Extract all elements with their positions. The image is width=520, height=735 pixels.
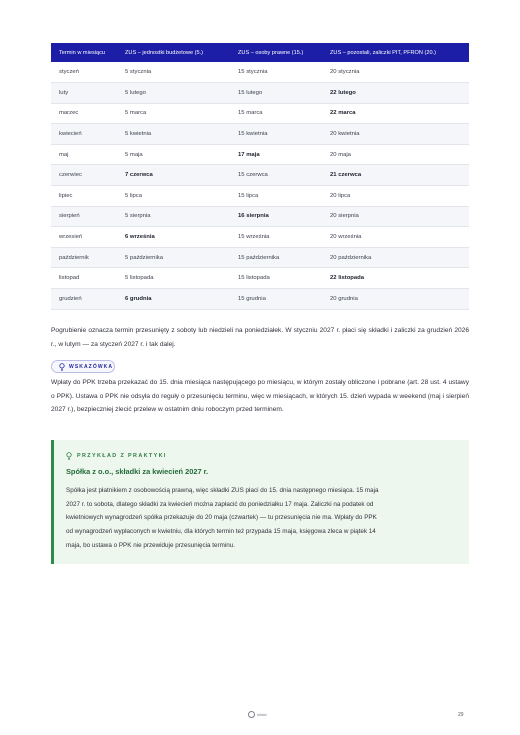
table-row [51, 144, 469, 165]
month-cell: marzec [51, 103, 117, 124]
pozostali-cell: 21 czerwca [322, 165, 469, 186]
prawne-cell: 15 lutego [230, 83, 322, 104]
prawne-cell: 15 stycznia [230, 62, 322, 83]
example-title: Spółka z o.o., składki za kwiecień 2027 r. [66, 467, 209, 476]
month-cell: lipiec [51, 186, 117, 207]
table-row [51, 124, 469, 145]
col-header-pozostali: ZUS – pozostali, zaliczki PIT, PFRON (20.) [322, 43, 469, 62]
budzet-cell: 6 września [117, 227, 230, 248]
month-cell: maj [51, 144, 117, 165]
pozostali-cell: 20 sierpnia [322, 206, 469, 227]
logo-mark-icon [248, 711, 255, 718]
page-number: 29 [458, 712, 464, 718]
example-line: 2027 r. to sobota, dlatego składki za kwiecień można zapłacić do poniedziałku 17 maja. Zaliczki na podatek od [66, 500, 374, 508]
example-header [66, 452, 167, 460]
prawne-cell: 15 listopada [230, 268, 322, 289]
month-cell: grudzień [51, 289, 117, 310]
col-header-month: Termin w miesiącu [51, 43, 117, 62]
budzet-cell: 5 marca [117, 103, 230, 124]
pozostali-cell: 22 listopada [322, 268, 469, 289]
table-row [51, 186, 469, 207]
table-row [51, 247, 469, 268]
pozostali-cell: 20 lipca [322, 186, 469, 207]
month-cell: wrzesień [51, 227, 117, 248]
month-cell: luty [51, 83, 117, 104]
budzet-cell: 7 czerwca [117, 165, 230, 186]
practice-example-box [51, 440, 469, 564]
lightbulb-icon [59, 363, 65, 371]
table-row [51, 268, 469, 289]
budzet-cell: 5 stycznia [117, 62, 230, 83]
month-cell: listopad [51, 268, 117, 289]
pozostali-cell: 20 września [322, 227, 469, 248]
month-cell: kwiecień [51, 124, 117, 145]
month-cell: październik [51, 247, 117, 268]
table-row [51, 165, 469, 186]
table-row [51, 289, 469, 310]
example-label: PRZYKŁAD Z PRAKTYKI [77, 453, 167, 459]
month-cell: czerwiec [51, 165, 117, 186]
budzet-cell: 5 listopada [117, 268, 230, 289]
prawne-cell: 15 października [230, 247, 322, 268]
pozostali-cell: 20 maja [322, 144, 469, 165]
footer-logo [248, 711, 267, 718]
month-cell: sierpień [51, 206, 117, 227]
table-header-row [51, 43, 469, 62]
budzet-cell: 5 października [117, 247, 230, 268]
logo-text: infakt [257, 712, 267, 717]
prawne-cell: 17 maja [230, 144, 322, 165]
budzet-cell: 5 lutego [117, 83, 230, 104]
prawne-cell: 15 marca [230, 103, 322, 124]
pozostali-cell: 22 marca [322, 103, 469, 124]
hint-badge [51, 360, 115, 373]
budzet-cell: 5 lipca [117, 186, 230, 207]
example-line: maja, bo ustawa o PPK nie przewiduje przesunięcia terminu. [66, 541, 236, 549]
table-note: Pogrubienie oznacza termin przesunięty z soboty lub niedzieli na poniedziałek. W styczniu 2027 r. płaci się składki i zaliczki za grudzień 2026 r., w lutym — za styczeń 2027 r. i tak dalej. [51, 327, 469, 348]
table-row [51, 103, 469, 124]
hint-text: Wpłaty do PPK trzeba przekazać do 15. dnia miesiąca następującego po miesiącu, w którym zostały obliczone i pobrane (art. 28 ust. 4 ustawy o PPK). Ustawa o PPK nie odsyła do reguły o przesunięciu terminu, więc w miesiącach, w których 15. dzień wypada w weekend (maj i sierpień 2027 r.), bezpieczniej zlecić przelew w ostatnim dniu roboczym przed terminem. [51, 379, 469, 413]
month-cell: styczeń [51, 62, 117, 83]
prawne-cell: 15 września [230, 227, 322, 248]
pozostali-cell: 20 października [322, 247, 469, 268]
pozostali-cell: 22 lutego [322, 83, 469, 104]
pozostali-cell: 20 grudnia [322, 289, 469, 310]
prawne-cell: 16 sierpnia [230, 206, 322, 227]
prawne-cell: 15 grudnia [230, 289, 322, 310]
table-row [51, 206, 469, 227]
col-header-budzet: ZUS – jednostki budżetowe (5.) [117, 43, 230, 62]
table-row [51, 227, 469, 248]
table-row [51, 62, 469, 83]
example-body [66, 484, 458, 553]
payment-deadlines-table [51, 43, 469, 310]
example-line: Spółka jest płatnikiem z osobowością prawną, więc składki ZUS płaci do 15. dnia następnego miesiąca. 15 maja [66, 487, 379, 494]
example-line: od wynagrodzeń wypłaconych w kwietniu, dla których termin też przypada 15 maja, księgowa zleca w piątek 14 [66, 528, 376, 536]
example-line: kwietniowych wynagrodzeń spółka przekazuje do 20 maja (czwartek) — tu przesunięcia nie ma. Wpłaty do PPK [66, 514, 377, 522]
budzet-cell: 5 maja [117, 144, 230, 165]
pozostali-cell: 20 stycznia [322, 62, 469, 83]
budzet-cell: 5 sierpnia [117, 206, 230, 227]
prawne-cell: 15 czerwca [230, 165, 322, 186]
budzet-cell: 5 kwietnia [117, 124, 230, 145]
lightbulb-icon [66, 452, 72, 460]
pozostali-cell: 20 kwietnia [322, 124, 469, 145]
budzet-cell: 6 grudnia [117, 289, 230, 310]
hint-label: WSKAZÓWKA [69, 363, 114, 370]
col-header-prawne: ZUS – osoby prawne (15.) [230, 43, 322, 62]
prawne-cell: 15 kwietnia [230, 124, 322, 145]
prawne-cell: 15 lipca [230, 186, 322, 207]
table-row [51, 83, 469, 104]
